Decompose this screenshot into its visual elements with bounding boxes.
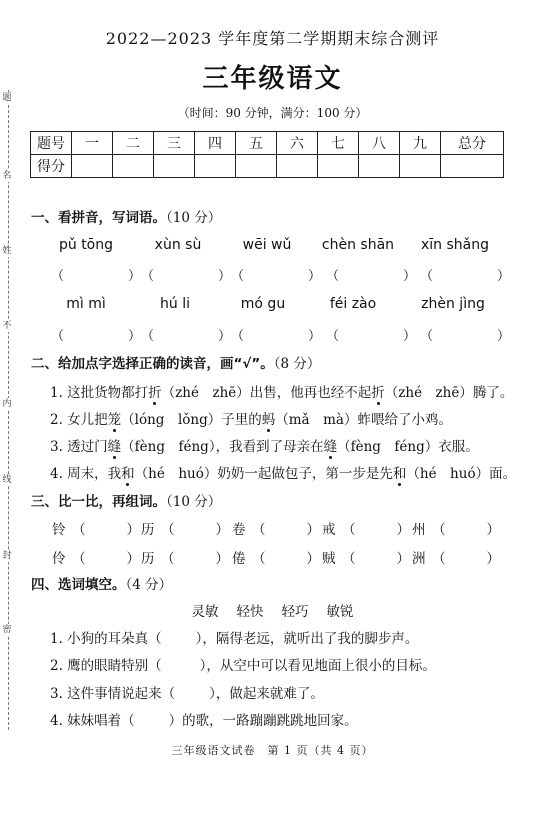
score-cell[interactable] — [318, 155, 359, 178]
score-header-cell: 七 — [318, 132, 359, 155]
close-paren: ） — [215, 551, 229, 567]
score-label-cell: 得分 — [31, 155, 72, 178]
section-1-title — [31, 206, 221, 226]
section-4-title — [31, 573, 172, 593]
open-paren: （ — [51, 269, 65, 284]
question-text: 4. 妹妹唱着（ — [50, 713, 135, 729]
pinyin-8: mó gu — [240, 296, 286, 312]
binding-mark: 名 — [2, 171, 12, 181]
open-paren: （ — [161, 551, 175, 567]
answer-blank[interactable] — [231, 325, 321, 344]
subject-title: 三年级语文 — [202, 64, 343, 94]
compare-char: 历 — [141, 551, 155, 567]
binding-mark: 题 — [2, 93, 12, 103]
score-cell[interactable] — [400, 155, 441, 178]
score-cell[interactable] — [154, 155, 195, 178]
score-cell[interactable] — [359, 155, 400, 178]
open-paren: （ — [252, 522, 266, 538]
close-paren: ） — [217, 269, 231, 284]
score-header-cell: 九 — [400, 132, 441, 155]
word-bank-item: 敏锐 — [326, 604, 354, 620]
open-paren: （ — [326, 329, 340, 344]
close-paren: ） — [307, 329, 321, 344]
compare-item[interactable] — [141, 518, 229, 538]
open-paren: （ — [161, 522, 175, 538]
question-2-4 — [50, 462, 516, 482]
open-paren: （ — [72, 522, 86, 538]
dotted-char: 折 — [371, 385, 385, 401]
open-paren: （ — [141, 329, 155, 344]
close-paren: ） — [402, 329, 416, 344]
close-paren: ） — [486, 551, 500, 567]
close-paren: ） — [307, 269, 321, 284]
close-paren: ） — [396, 551, 410, 567]
pronunciation-options[interactable]: （hé huó）奶奶一起做包子，第一步是先 — [134, 466, 393, 482]
word-bank-item: 轻巧 — [281, 604, 309, 620]
pronunciation-options[interactable]: （zhé zhē）腾了。 — [384, 385, 514, 401]
dotted-char: 折 — [148, 385, 162, 401]
answer-blank[interactable] — [420, 265, 510, 284]
section-3-title — [31, 490, 221, 510]
binding-mark: 内 — [2, 399, 12, 409]
compare-char: 贼 — [322, 551, 336, 567]
section-3-points: （10 分） — [166, 494, 222, 510]
pronunciation-options[interactable]: （mǎ mà）蚱喂给了小鸡。 — [275, 412, 452, 428]
question-text: 3. 透过门 — [50, 439, 108, 455]
open-paren: （ — [432, 522, 446, 538]
answer-blank[interactable] — [420, 325, 510, 344]
answer-blank[interactable] — [326, 265, 416, 284]
compare-char: 铃 — [52, 522, 66, 538]
score-cell[interactable] — [195, 155, 236, 178]
compare-char: 伶 — [52, 551, 66, 567]
compare-item[interactable] — [412, 518, 500, 538]
open-paren: （ — [72, 551, 86, 567]
question-2-1 — [50, 381, 513, 401]
score-header-cell: 八 — [359, 132, 400, 155]
pinyin-1: pǔ tōng — [58, 237, 114, 253]
question-2-3 — [50, 435, 479, 455]
score-header-cell: 总分 — [441, 132, 504, 155]
score-table-header-row — [31, 132, 504, 155]
score-cell[interactable] — [236, 155, 277, 178]
compare-char: 卷 — [232, 522, 246, 538]
answer-blank[interactable] — [231, 265, 321, 284]
section-4-points: （4 分） — [125, 577, 173, 593]
question-text: 1. 这批货物都打 — [50, 385, 149, 401]
question-text: 3. 这件事情说起来（ — [50, 686, 176, 702]
question-4-4[interactable] — [50, 709, 358, 729]
word-bank-item: 轻快 — [236, 604, 264, 620]
question-text: ）的歌，一路蹦蹦跳跳地回家。 — [168, 713, 358, 729]
score-cell[interactable] — [72, 155, 113, 178]
score-table — [30, 131, 504, 178]
close-paren: ） — [496, 269, 510, 284]
question-text: ），从空中可以看见地面上很小的目标。 — [199, 658, 436, 674]
answer-blank[interactable] — [51, 325, 141, 344]
pinyin-10: zhèn jìng — [421, 296, 485, 312]
open-paren: （ — [231, 329, 245, 344]
close-paren: ） — [127, 269, 141, 284]
pinyin-7: hú li — [160, 296, 190, 312]
close-paren: ） — [215, 522, 229, 538]
open-paren: （ — [432, 551, 446, 567]
dotted-char: 笼 — [107, 412, 122, 428]
close-paren: ） — [396, 522, 410, 538]
question-4-2[interactable] — [50, 654, 436, 674]
score-header-cell: 五 — [236, 132, 277, 155]
question-4-3[interactable] — [50, 682, 324, 702]
score-table-score-row — [31, 155, 504, 178]
open-paren: （ — [342, 551, 356, 567]
compare-item[interactable] — [322, 547, 410, 567]
pronunciation-options[interactable]: （lóng lǒng）子里的 — [121, 412, 262, 428]
compare-item[interactable] — [232, 547, 320, 567]
answer-blank[interactable] — [326, 325, 416, 344]
pronunciation-options[interactable]: （fèng féng）衣服。 — [337, 439, 479, 455]
open-paren: （ — [326, 269, 340, 284]
pronunciation-options[interactable]: （zhé zhē）出售，他再也经不起 — [161, 385, 372, 401]
close-paren: ） — [306, 551, 320, 567]
pinyin-5: xīn shǎng — [420, 237, 489, 253]
compare-item[interactable] — [52, 547, 140, 567]
compare-char: 倦 — [232, 551, 246, 567]
compare-char: 洲 — [412, 551, 426, 567]
answer-blank[interactable] — [51, 265, 141, 284]
score-header-cell: 三 — [154, 132, 195, 155]
question-4-1[interactable] — [50, 627, 418, 647]
score-header-cell: 一 — [72, 132, 113, 155]
close-paren: ） — [126, 522, 140, 538]
open-paren: （ — [420, 329, 434, 344]
compare-item[interactable] — [322, 518, 410, 538]
open-paren: （ — [420, 269, 434, 284]
open-paren: （ — [342, 522, 356, 538]
dotted-char: 和 — [121, 466, 135, 482]
dotted-char: 缝 — [107, 439, 122, 455]
score-header-cell: 二 — [113, 132, 154, 155]
close-paren: ） — [306, 522, 320, 538]
pinyin-3: wēi wǔ — [242, 237, 292, 253]
score-cell[interactable] — [113, 155, 154, 178]
score-header-cell: 题号 — [31, 132, 72, 155]
compare-item[interactable] — [412, 547, 500, 567]
score-cell[interactable] — [277, 155, 318, 178]
section-1-points: （10 分） — [166, 210, 222, 226]
binding-mark: 姓 — [2, 246, 12, 256]
open-paren: （ — [231, 269, 245, 284]
question-text: 2. 鹰的眼睛特别（ — [50, 658, 162, 674]
pronunciation-options[interactable]: （hé huó）面。 — [406, 466, 517, 482]
section-4-title-text: 四、选词填空。 — [31, 577, 126, 593]
question-text: 2. 女儿把 — [50, 412, 108, 428]
compare-item[interactable] — [52, 518, 140, 538]
compare-char: 州 — [412, 522, 426, 538]
section-2-points: （8 分） — [273, 356, 321, 372]
compare-item[interactable] — [232, 518, 320, 538]
word-bank-item: 灵敏 — [191, 604, 219, 620]
close-paren: ） — [217, 329, 231, 344]
section-2-title-text: 二、给加点字选择正确的读音，画“√”。 — [31, 356, 274, 372]
close-paren: ） — [496, 329, 510, 344]
section-1-title-text: 一、看拼音，写词语。 — [31, 210, 166, 226]
score-cell[interactable] — [441, 155, 504, 178]
question-text: 4. 周末，我 — [50, 466, 122, 482]
section-3-title-text: 三、比一比，再组词。 — [31, 494, 166, 510]
answer-blank[interactable] — [141, 265, 231, 284]
binding-mark: 不 — [2, 321, 12, 331]
question-text: ），隔得老远，就听出了我的脚步声。 — [195, 631, 419, 647]
close-paren: ） — [486, 522, 500, 538]
word-bank — [0, 600, 545, 620]
binding-mark: 封 — [2, 551, 12, 561]
exam-title: 2022—2023 学年度第二学期期末综合测评 — [105, 29, 440, 48]
page-footer: 三年级语文试卷 第 1 页（共 4 页） — [171, 744, 374, 757]
question-text: ），做起来就难了。 — [209, 686, 324, 702]
close-paren: ） — [126, 551, 140, 567]
binding-mark: 线 — [2, 475, 12, 485]
binding-mark: 密 — [2, 625, 12, 635]
pronunciation-options[interactable]: （fèng féng），我看到了母亲在 — [121, 439, 324, 455]
question-text: 1. 小狗的耳朵真（ — [50, 631, 162, 647]
pinyin-2: xùn sù — [154, 237, 202, 253]
close-paren: ） — [402, 269, 416, 284]
dotted-char: 缝 — [323, 439, 338, 455]
open-paren: （ — [141, 269, 155, 284]
open-paren: （ — [51, 329, 65, 344]
pinyin-6: mì mì — [66, 296, 106, 312]
open-paren: （ — [252, 551, 266, 567]
score-header-cell: 四 — [195, 132, 236, 155]
dotted-char: 蚂 — [261, 412, 276, 428]
pinyin-4: chèn shān — [321, 237, 395, 253]
section-2-title — [31, 352, 320, 372]
question-2-2 — [50, 408, 452, 428]
compare-char: 历 — [141, 522, 155, 538]
close-paren: ） — [127, 329, 141, 344]
score-header-cell: 六 — [277, 132, 318, 155]
pinyin-9: féi zào — [329, 296, 377, 312]
dotted-char: 和 — [392, 466, 407, 482]
answer-blank[interactable] — [141, 325, 231, 344]
compare-char: 戒 — [322, 522, 336, 538]
exam-info: （时间：90 分钟，满分：100 分） — [177, 106, 368, 120]
compare-item[interactable] — [141, 547, 229, 567]
